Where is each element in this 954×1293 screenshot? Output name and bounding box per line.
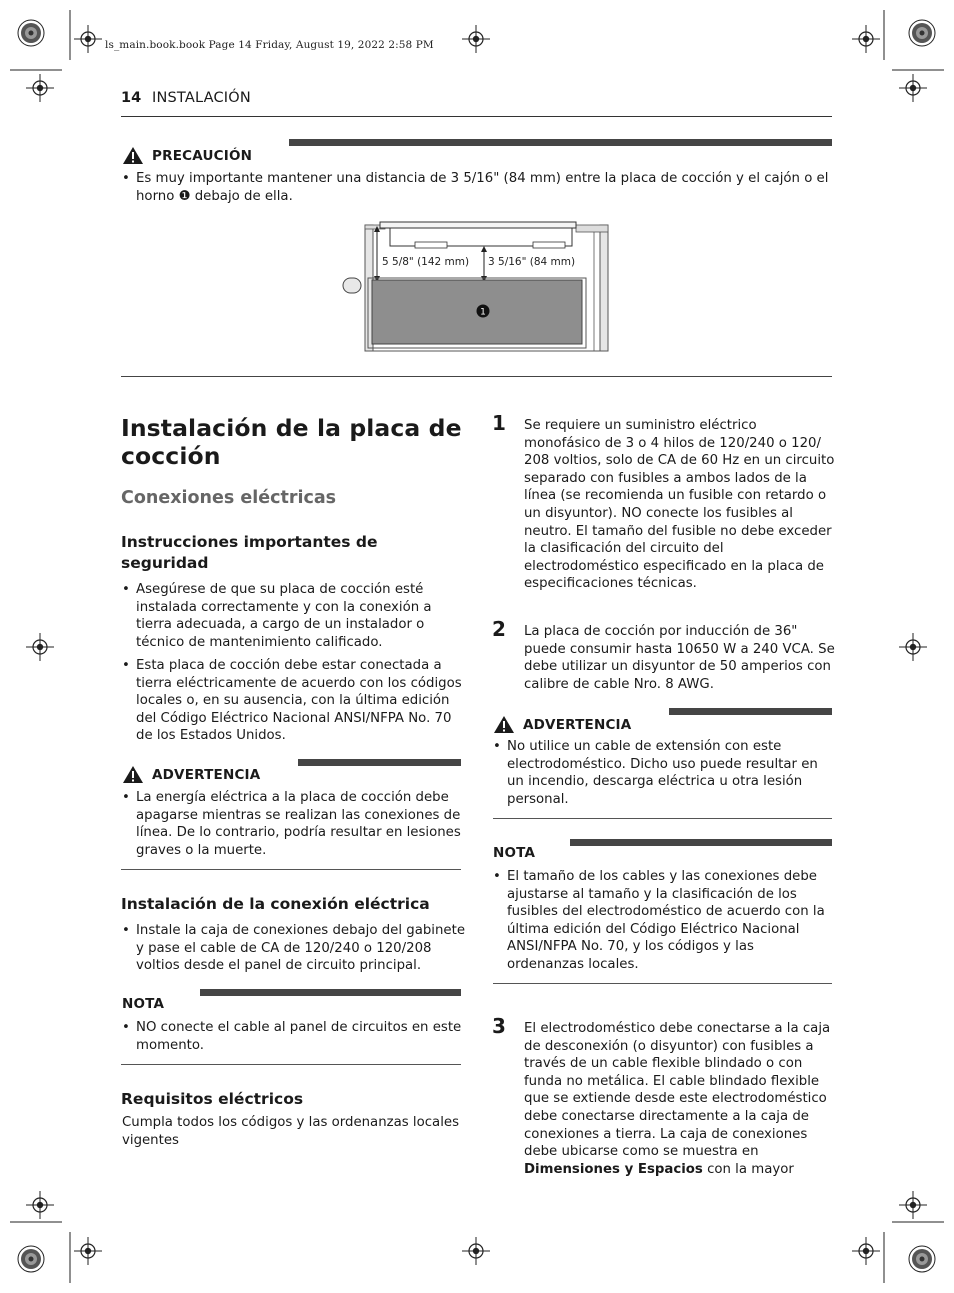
warning-triangle-icon [122, 146, 144, 165]
warning-triangle-icon [122, 765, 144, 784]
install-heading: Instalación de la conexión eléctrica [121, 895, 430, 913]
requirements-heading: Requisitos eléctricos [121, 1090, 304, 1108]
safety-heading: Instrucciones importantes de seguridad [121, 533, 378, 572]
caution-bar [289, 139, 832, 146]
warning-bar-right [669, 708, 832, 715]
cabinet-side-right [600, 225, 608, 351]
note-bar-right [570, 839, 832, 846]
warning-bottom-rule-left [121, 869, 461, 870]
note-bar-left [200, 989, 461, 996]
subsection-title: Conexiones eléctricas [121, 488, 337, 508]
caution-text-line1: Es muy importante mantener una distancia de 3 5/16" (84 mm) entre la placa de cocción y el cajón o el [136, 171, 829, 186]
note-title-right: NOTA [493, 845, 536, 861]
step-3-number: 3 [492, 1014, 506, 1038]
page-number: 14 [121, 90, 142, 106]
caution-text-line2: horno ❶ debajo de ella. [136, 188, 293, 204]
note-title-left: NOTA [122, 996, 165, 1012]
caution-title: PRECAUCIÓN [152, 147, 253, 164]
warning-title-right: ADVERTENCIA [523, 716, 632, 733]
section-divider [121, 376, 832, 377]
step-1-number: 1 [492, 411, 506, 435]
warning-title-row-left [122, 765, 260, 784]
marker-1-label: 1 [480, 307, 486, 318]
step-1-text: Se requiere un suministro eléctrico monofásico de 3 o 4 hilos de 120/240 o 120/ 208 voltios, solo de CA de 60 Hz en un circuito separado con fusibles a ambos lados de la línea (se recomienda un fusible con retardo o un disyuntor). NO conecte los fusibles al neutro. El tamaño del fusible no debe exceder la clasificación del circuito del electrodoméstico especificado en la placa de especificaciones técnicas. [524, 418, 835, 592]
step-3-text: El electrodoméstico debe conectarse a la caja de desconexión (o disyuntor) con fusibles a través de un cable flexible blindado o con funda no metálica. El cable blindado flexible que se extiende desde este electrodoméstico debe conectarse directamente a la caja de conexiones a tierra. La caja de conexiones debe ubicarse como se muestra en Dimensiones y Espacios con la mayor [524, 1021, 831, 1177]
caution-title-row [122, 146, 252, 165]
warning-triangle-icon [493, 715, 515, 734]
section-title: Instalación de la placa de cocción [121, 414, 462, 470]
dimensions-link-text: Dimensiones y Espacios [524, 1161, 703, 1177]
note-bottom-rule-left [121, 1064, 461, 1065]
step-2-number: 2 [492, 617, 506, 641]
print-header: ls_main.book.book Page 14 Friday, August 19, 2022 2:58 PM [105, 39, 434, 51]
cooktop [380, 222, 576, 228]
note-bottom-rule-right [493, 983, 832, 984]
warning-title-left: ADVERTENCIA [152, 766, 261, 783]
step-2-text: La placa de cocción por inducción de 36" puede consumir hasta 10650 W a 240 VCA. Se debe utilizar un disyuntor de 50 amperios con calibre de cable Nro. 8 AWG. [524, 624, 835, 692]
warning-bottom-rule-right [493, 818, 832, 819]
drawer-handle [343, 278, 361, 293]
clearance-diagram [340, 220, 612, 354]
requirements-text: Cumpla todos los códigos y las ordenanzas locales vigentes [122, 1115, 460, 1148]
page-header [121, 89, 832, 117]
dimension-label-left: 5 5/8" (142 mm) [382, 256, 470, 268]
dimension-label-right: 3 5/16" (84 mm) [488, 256, 576, 268]
warning-bar-left [298, 759, 461, 766]
page-section-title: INSTALACIÓN [152, 90, 251, 106]
warning-title-row-right [493, 715, 631, 734]
